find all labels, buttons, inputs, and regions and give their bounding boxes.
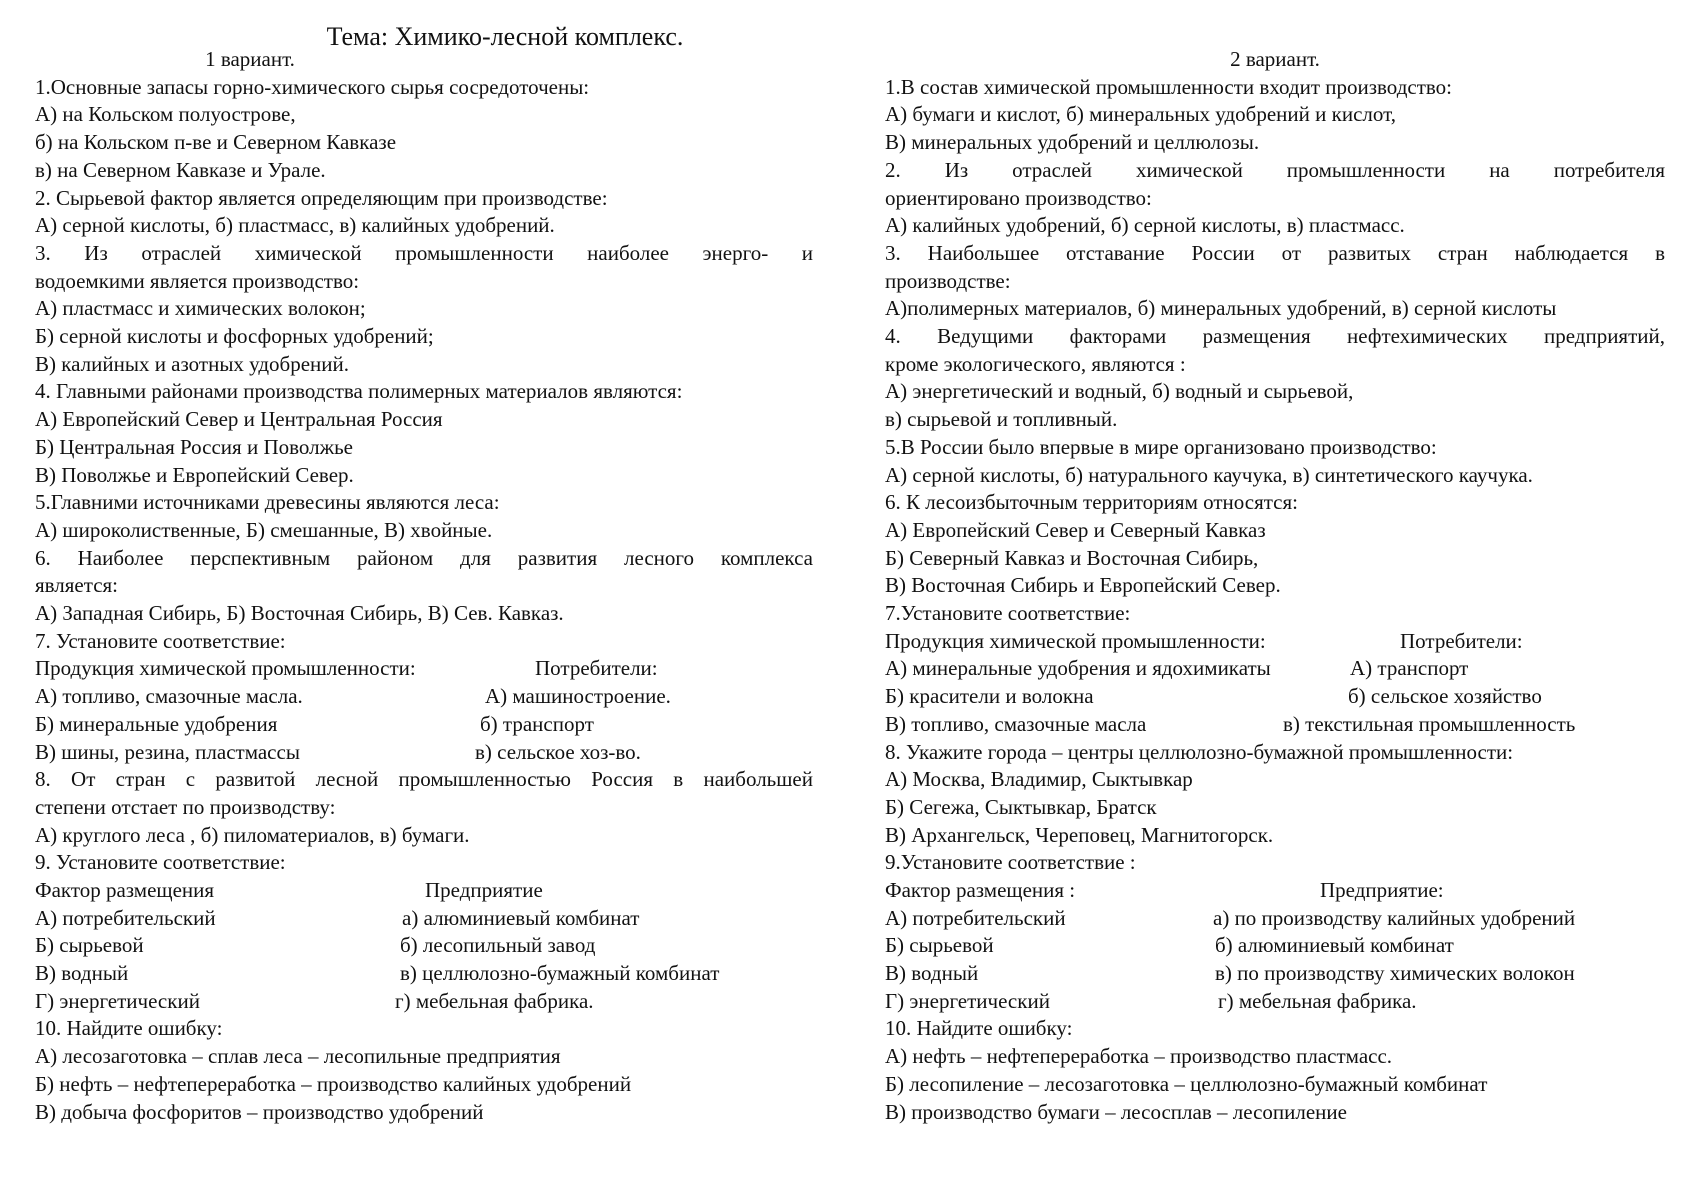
- v2-q3-options: А)полимерных материалов, б) минеральных удобрений, в) серной кислоты: [885, 296, 1557, 321]
- v1-q3-a: А) пластмасс и химических волокон;: [35, 296, 366, 321]
- v1-q9-enterprise: в) целлюлозно-бумажный комбинат: [400, 961, 720, 986]
- v2-q7-row: [885, 655, 1665, 683]
- v2-q9-row: [885, 905, 1665, 933]
- v1-q6-options: А) Западная Сибирь, Б) Восточная Сибирь, В) Сев. Кавказ.: [35, 601, 564, 626]
- v1-q9-header-row: [35, 877, 813, 905]
- v2-q4-c: в) сырьевой и топливный.: [885, 407, 1118, 432]
- page-title: Тема: Химико-лесной комплекс.: [326, 22, 684, 51]
- v2-q9-col2-header: Предприятие:: [1320, 878, 1444, 903]
- v2-q7-col2-header: Потребители:: [1400, 628, 1523, 653]
- v1-q4-c: В) Поволжье и Европейский Север.: [35, 462, 354, 487]
- v2-q9-enterprise: б) алюминиевый комбинат: [1215, 933, 1454, 958]
- v2-q10: 10. Найдите ошибку:: [885, 1016, 1073, 1041]
- v2-q6-b: Б) Северный Кавказ и Восточная Сибирь,: [885, 545, 1259, 570]
- v1-q1: 1.Основные запасы горно-химического сырья сосредоточены:: [35, 74, 590, 99]
- v1-q6-cont: является:: [35, 573, 119, 598]
- v2-q7-row: [885, 683, 1665, 711]
- v2-q2-cont: ориентировано производство:: [885, 185, 1152, 210]
- v2-q8-b: Б) Сегежа, Сыктывкар, Братск: [885, 794, 1157, 819]
- v1-q8-options: А) круглого леса , б) пиломатериалов, в) бумаги.: [35, 822, 470, 847]
- v2-q10-c: В) производство бумаги – лесосплав – лесопиление: [885, 1099, 1347, 1124]
- v1-q9-row: [35, 905, 813, 933]
- v2-q6-c: В) Восточная Сибирь и Европейский Север.: [885, 573, 1281, 598]
- v1-q7-product: В) шины, резина, пластмассы: [35, 739, 300, 764]
- v2-q10-b: Б) лесопиление – лесозаготовка – целлюлозно-бумажный комбинат: [885, 1071, 1488, 1096]
- v1-q9-row: [35, 932, 813, 960]
- v2-q2-options: А) калийных удобрений, б) серной кислоты, в) пластмасс.: [885, 213, 1405, 238]
- v1-q9-factor: Г) энергетический: [35, 988, 200, 1013]
- v2-q4-cont: кроме экологического, являются :: [885, 351, 1186, 376]
- v2-q9-enterprise: а) по производству калийных удобрений: [1213, 905, 1576, 930]
- v1-q3-c: В) калийных и азотных удобрений.: [35, 351, 350, 376]
- variant-1-heading: 1 вариант.: [205, 47, 295, 71]
- v1-q9-factor: В) водный: [35, 961, 129, 986]
- v2-q9: 9.Установите соответствие :: [885, 850, 1136, 875]
- v1-q7-row: [35, 711, 813, 739]
- v2-q9-factor: Б) сырьевой: [885, 933, 994, 958]
- v2-q7-col1-header: Продукция химической промышленности:: [885, 628, 1266, 653]
- v1-q9-factor: А) потребительский: [35, 905, 216, 930]
- v2-q7: 7.Установите соответствие:: [885, 601, 1131, 626]
- v1-q3-cont: водоемкими является производство:: [35, 268, 360, 293]
- v1-q1-a: А) на Кольском полуострове,: [35, 102, 296, 127]
- v2-q6: 6. К лесоизбыточным территориям относятся:: [885, 490, 1298, 515]
- v2-q1-ab: А) бумаги и кислот, б) минеральных удобрений и кислот,: [885, 102, 1396, 127]
- v1-q1-b: б) на Кольском п-ве и Северном Кавказе: [35, 130, 397, 155]
- v2-q9-enterprise: в) по производству химических волокон: [1215, 961, 1575, 986]
- v2-q9-factor: Г) энергетический: [885, 988, 1050, 1013]
- v1-q10-c: В) добыча фосфоритов – производство удобрений: [35, 1099, 484, 1124]
- v2-q7-consumer: б) сельское хозяйство: [1348, 684, 1542, 709]
- v1-q2: 2. Сырьевой фактор является определяющим при производстве:: [35, 185, 608, 210]
- v2-q10-a: А) нефть – нефтепереработка – производство пластмасс.: [885, 1044, 1393, 1069]
- v1-q4-a: А) Европейский Север и Центральная Россия: [35, 407, 443, 432]
- variant-1-column: [35, 46, 813, 1126]
- v1-q7-row: [35, 683, 813, 711]
- v2-q9-row: [885, 988, 1665, 1016]
- v1-q5-options: А) широколиственные, Б) смешанные, В) хвойные.: [35, 517, 493, 542]
- v1-q9: 9. Установите соответствие:: [35, 850, 286, 875]
- v1-q9-factor: Б) сырьевой: [35, 933, 144, 958]
- v2-q6-a: А) Европейский Север и Северный Кавказ: [885, 517, 1266, 542]
- v2-q7-consumer: в) текстильная промышленность: [1283, 711, 1576, 736]
- v1-q7-consumer: А) машиностроение.: [485, 684, 671, 709]
- v2-q5-options: А) серной кислоты, б) натурального каучука, в) синтетического каучука.: [885, 462, 1533, 487]
- v1-q10-a: А) лесозаготовка – сплав леса – лесопильные предприятия: [35, 1044, 561, 1069]
- v1-q4-b: Б) Центральная Россия и Поволжье: [35, 434, 353, 459]
- v2-q9-col1-header: Фактор размещения :: [885, 878, 1076, 903]
- v2-q1: 1.В состав химической промышленности входит производство:: [885, 74, 1452, 99]
- v1-q7-product: Б) минеральные удобрения: [35, 711, 278, 736]
- v2-q9-row: [885, 960, 1665, 988]
- v1-q3: 3. Из отраслей химической промышленности наиболее энерго- и: [35, 240, 813, 265]
- variant-2-column: [885, 46, 1665, 1126]
- v1-q7: 7. Установите соответствие:: [35, 628, 286, 653]
- v1-q9-col2-header: Предприятие: [425, 878, 543, 903]
- v1-q8-cont: степени отстает по производству:: [35, 794, 336, 819]
- v2-q7-header-row: [885, 628, 1665, 656]
- v2-q7-product: Б) красители и волокна: [885, 684, 1094, 709]
- variant-2-heading: 2 вариант.: [1230, 47, 1320, 71]
- v2-q7-product: А) минеральные удобрения и ядохимикаты: [885, 656, 1271, 681]
- v1-q7-col1-header: Продукция химической промышленности:: [35, 656, 416, 681]
- v2-q4: 4. Ведущими факторами размещения нефтехимических предприятий,: [885, 324, 1665, 349]
- v2-q8-c: В) Архангельск, Череповец, Магнитогорск.: [885, 822, 1274, 847]
- v1-q7-product: А) топливо, смазочные масла.: [35, 684, 303, 709]
- v1-q7-header-row: [35, 655, 813, 683]
- v2-q8-a: А) Москва, Владимир, Сыктывкар: [885, 767, 1193, 792]
- v1-q7-consumer: в) сельское хоз-во.: [475, 739, 641, 764]
- v2-q8: 8. Укажите города – центры целлюлозно-бумажной промышленности:: [885, 739, 1514, 764]
- v2-q2: 2. Из отраслей химической промышленности на потребителя: [885, 157, 1665, 182]
- v1-q6: 6. Наиболее перспективным районом для развития лесного комплекса: [35, 545, 813, 570]
- v1-q7-col2-header: Потребители:: [535, 656, 658, 681]
- v1-q9-enterprise: г) мебельная фабрика.: [395, 988, 594, 1013]
- v2-q3: 3. Наибольшее отставание России от развитых стран наблюдается в: [885, 240, 1665, 265]
- v1-q8: 8. От стран с развитой лесной промышленностью Россия в наибольшей: [35, 767, 813, 792]
- v2-q7-consumer: А) транспорт: [1350, 656, 1469, 681]
- v2-q9-enterprise: г) мебельная фабрика.: [1218, 988, 1417, 1013]
- v1-q4: 4. Главными районами производства полимерных материалов являются:: [35, 379, 683, 404]
- v2-q9-factor: В) водный: [885, 961, 979, 986]
- v2-q3-cont: производстве:: [885, 268, 1011, 293]
- v2-q4-ab: А) энергетический и водный, б) водный и сырьевой,: [885, 379, 1354, 404]
- v2-q7-row: [885, 711, 1665, 739]
- v1-q7-consumer: б) транспорт: [480, 711, 594, 736]
- v1-q7-row: [35, 739, 813, 767]
- v2-q5: 5.В России было впервые в мире организовано производство:: [885, 434, 1437, 459]
- v1-q9-enterprise: а) алюминиевый комбинат: [402, 905, 640, 930]
- v1-q3-b: Б) серной кислоты и фосфорных удобрений;: [35, 324, 434, 349]
- v2-q1-c: В) минеральных удобрений и целлюлозы.: [885, 130, 1260, 155]
- v1-q1-c: в) на Северном Кавказе и Урале.: [35, 157, 326, 182]
- v1-q10-b: Б) нефть – нефтепереработка – производство калийных удобрений: [35, 1071, 632, 1096]
- v1-q9-row: [35, 960, 813, 988]
- v2-q9-row: [885, 932, 1665, 960]
- v1-q5: 5.Главними источниками древесины являются леса:: [35, 490, 500, 515]
- v2-q9-factor: А) потребительский: [885, 905, 1066, 930]
- v2-q9-header-row: [885, 877, 1665, 905]
- v1-q2-options: А) серной кислоты, б) пластмасс, в) калийных удобрений.: [35, 213, 555, 238]
- v1-q10: 10. Найдите ошибку:: [35, 1016, 223, 1041]
- v2-q7-product: В) топливо, смазочные масла: [885, 711, 1147, 736]
- v1-q9-row: [35, 988, 813, 1016]
- v1-q9-enterprise: б) лесопильный завод: [400, 933, 596, 958]
- v1-q9-col1-header: Фактор размещения: [35, 878, 215, 903]
